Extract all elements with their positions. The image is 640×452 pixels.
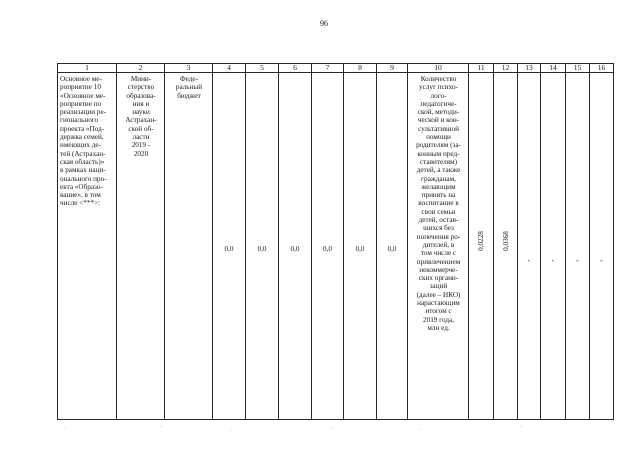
indicator-value-13: -	[527, 256, 531, 265]
indicator-value-16: -	[600, 256, 603, 265]
indicator-value-15: -	[576, 256, 579, 265]
indicator-value-cell-13	[518, 73, 541, 420]
col-number-7: 7	[312, 64, 344, 73]
col-number-15: 15	[566, 64, 590, 73]
col-number-5: 5	[246, 64, 279, 73]
amount-cell-5	[246, 73, 279, 420]
speck: ·	[64, 426, 66, 432]
col-number-2: 2	[117, 64, 165, 73]
column-number-row	[58, 64, 614, 73]
col-number-13: 13	[518, 64, 541, 73]
executor-cell	[117, 73, 165, 420]
col-number-9: 9	[377, 64, 408, 73]
amount-cell-8	[344, 73, 377, 420]
amount-cell-7	[312, 73, 344, 420]
col-number-1: 1	[58, 64, 117, 73]
col-number-4: 4	[213, 64, 246, 73]
page-number: 96	[320, 19, 328, 28]
funding-source: Феде- ральный бюджет	[175, 75, 203, 100]
col-number-10: 10	[408, 64, 469, 73]
budget-table	[57, 63, 614, 420]
indicator-value-14: -	[551, 256, 555, 265]
activity-name: Основное ме- роприятие 10 «Основное ме- роприятие по реализации ре- гионального проекта «Под- держка семей, имеющих де- тей (Астрахан- ская область)» в рамках наци- онального про- екта «Образо- вание», в том числе <***>:	[60, 75, 107, 208]
col-number-3: 3	[165, 64, 213, 73]
indicator-value-cell-15	[566, 73, 590, 420]
amount-cell-4	[213, 73, 246, 420]
amount-value-5: 0,0	[257, 245, 267, 253]
amount-value-4: 0,0	[224, 245, 234, 253]
indicator-cell	[408, 73, 469, 420]
activity-name-cell	[58, 73, 117, 420]
col-number-11: 11	[469, 64, 494, 73]
col-number-12: 12	[494, 64, 518, 73]
speck: ·	[330, 425, 332, 431]
speck: ·	[520, 424, 522, 430]
speck: ·	[420, 427, 422, 433]
table-row	[58, 73, 614, 420]
indicator-value-11: 0,0228	[476, 231, 485, 251]
indicator-value-cell-12	[494, 73, 518, 420]
speck: ·	[160, 424, 162, 430]
col-number-14: 14	[541, 64, 566, 73]
amount-value-8: 0,0	[355, 245, 365, 253]
amount-cell-6	[279, 73, 312, 420]
amount-value-9: 0,0	[387, 245, 397, 253]
speck: ·	[230, 428, 232, 434]
executor-and-period: Мини- стерство образова- ния и науки Астрахан- ской об- ласти 2019 - 2020	[125, 75, 157, 158]
indicator-value-cell-14	[541, 73, 566, 420]
scan-speckles	[0, 424, 640, 434]
amount-value-7: 0,0	[323, 245, 332, 253]
indicator-value-12: 0,0368	[501, 231, 510, 251]
amount-value-6: 0,0	[290, 245, 300, 253]
indicator-description: Количество услуг психо- лого- педагогиче- ской, методи- ческой и кон- сультативной помощи родителям (за- конным пред- ставителям) детей, а также гражданам, желающим принять на воспитание в свои семьи детей, остав- шихся без попечения ро- дителей, в том числе с привлечением некоммерче- ских органи- заций (далее – НКО) нарастающим итогом с 2019 года, млн ед.	[416, 75, 461, 332]
col-number-6: 6	[279, 64, 312, 73]
col-number-8: 8	[344, 64, 377, 73]
indicator-value-cell-11	[469, 73, 494, 420]
indicator-value-cell-16	[590, 73, 614, 420]
col-number-16: 16	[590, 64, 614, 73]
amount-cell-9	[377, 73, 408, 420]
funding-source-cell	[165, 73, 213, 420]
